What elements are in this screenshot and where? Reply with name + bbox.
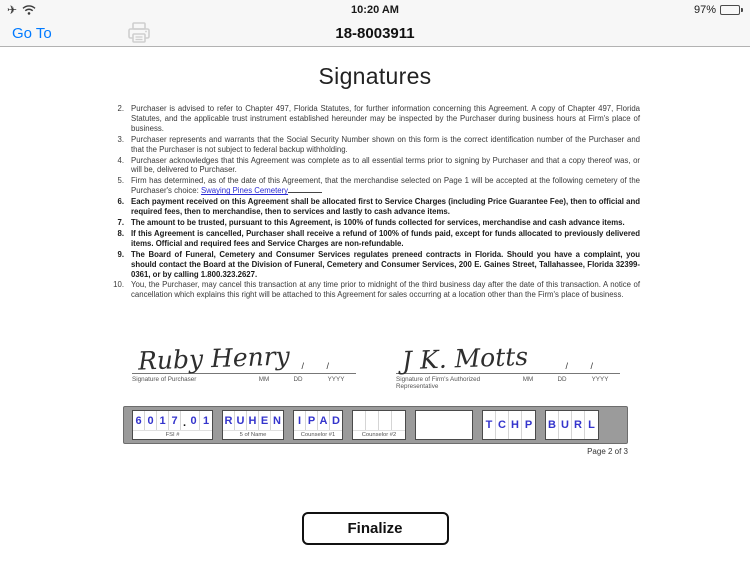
- date-separator: /: [565, 361, 568, 372]
- code-cell: D: [332, 414, 340, 427]
- blank-code-box: [415, 410, 473, 440]
- printer-icon[interactable]: [126, 21, 152, 45]
- decimal-point-cell: .: [182, 417, 187, 430]
- purchaser-signature-block: [132, 326, 356, 390]
- code-cell: E: [259, 411, 271, 430]
- airplane-mode-icon: ✈: [7, 3, 18, 17]
- date-label-mm: MM: [258, 376, 270, 384]
- agreement-item: [110, 218, 640, 228]
- code-cell: P: [524, 419, 533, 432]
- burl-code-box: [545, 410, 599, 440]
- date-label-yyyy: YYYY: [327, 376, 345, 384]
- agreement-item: [110, 104, 640, 134]
- empty-code-cell: [392, 411, 405, 430]
- contract-number-title: 18-8003911: [335, 24, 415, 42]
- code-cell: B: [546, 411, 559, 439]
- item-number: 10.: [113, 280, 124, 290]
- page-indicator: Page 2 of 3: [587, 447, 628, 457]
- item-text: The amount to be trusted, pursuant to this Agreement, is 100% of funds collected for services, merchandise and cash advance items.: [131, 217, 625, 227]
- document-page: [0, 47, 750, 545]
- item-text: If this Agreement is cancelled, Purchaser shall receive a refund of 100% of funds paid, except for funds allocated to previously delivered items. Official and required fees and Service Charges are non-refundable.: [131, 228, 640, 248]
- item-text: You, the Purchaser, may cancel this transaction at any time prior to midnight of the third business day after the date of this transaction. A notice of cancellation which explains this right will be attached to this Agreement for sales occurring at a location other than the Firm's place of business.: [131, 280, 640, 300]
- code-cell: 6: [133, 411, 145, 430]
- code-cell: N: [273, 414, 281, 427]
- code-cell: U: [235, 411, 247, 430]
- signatures-section: [132, 326, 750, 390]
- date-label-yyyy: YYYY: [591, 376, 609, 384]
- agreement-item: [110, 229, 640, 249]
- agreement-item: [110, 135, 640, 155]
- code-cell: R: [223, 411, 235, 430]
- firm-representative-signature-block: [396, 326, 620, 390]
- date-separator: /: [590, 361, 593, 372]
- empty-code-cell: [353, 411, 366, 430]
- code-cell: I: [294, 411, 306, 430]
- battery-percent: 97%: [693, 4, 716, 16]
- form-code-bar: [123, 406, 628, 444]
- item-number: 9.: [117, 249, 124, 259]
- date-separator: /: [301, 361, 304, 372]
- code-cell: 0: [145, 411, 157, 430]
- code-cell: C: [496, 411, 509, 439]
- code-cell: 1: [202, 414, 210, 427]
- item-number: 5.: [117, 176, 124, 186]
- signature-label: Signature of Firm's Authorized Representative: [396, 376, 481, 391]
- box-label: Counselor #1: [294, 430, 342, 439]
- date-separator: /: [326, 361, 329, 372]
- item-text: Purchaser acknowledges that this Agreement was complete as to all essential terms prior to signing by Purchaser and that a copy thereof was, or will be, delivered to Purchaser.: [131, 155, 640, 175]
- app-header: [0, 0, 750, 47]
- status-bar: [0, 0, 750, 20]
- wifi-icon: [22, 5, 36, 15]
- item-number: 7.: [117, 217, 124, 227]
- counselor1-box: [293, 410, 343, 440]
- agreement-item: [110, 197, 640, 217]
- firm-representative-signature: J K. Motts: [401, 342, 529, 376]
- fsi-number-box: [132, 410, 213, 440]
- code-cell: R: [572, 411, 585, 439]
- item-text: Purchaser represents and warrants that the Social Security Number shown on this form is the correct identification number of the Purchaser and that the Purchaser is not subject to federal backup withholding.: [131, 134, 640, 154]
- cemetery-link[interactable]: Swaying Pines Cemetery: [200, 186, 289, 196]
- agreement-item: [110, 176, 640, 196]
- box-label: FSI #: [133, 430, 212, 439]
- item-text-lead: Firm has determined, as of the date of this Agreement, that the merchandise selected on Page 1 will be accepted at the following cemetery of the Purchaser's choice:: [131, 176, 640, 196]
- code-cell: A: [318, 411, 330, 430]
- empty-code-cell: [366, 411, 379, 430]
- item-number: 6.: [117, 197, 124, 207]
- tchp-code-box: [482, 410, 536, 440]
- item-text: Each payment received on this Agreement shall be allocated first to Service Charges (including Price Guarantee Fee), then to official and required fees, then to merchandise, then to services and lastly to cash advance items.: [131, 197, 640, 217]
- code-cell: 0: [188, 411, 200, 430]
- item-text: [131, 176, 640, 196]
- code-cell: T: [483, 411, 496, 439]
- code-cell: 7: [169, 411, 181, 430]
- item-number: 2.: [117, 104, 124, 113]
- purchaser-signature: Ruby Henry: [137, 341, 291, 376]
- code-cell: H: [509, 411, 522, 439]
- date-label-dd: DD: [293, 376, 303, 384]
- box-label: 5 of Name: [223, 430, 283, 439]
- item-number: 4.: [117, 155, 124, 165]
- item-text: The Board of Funeral, Cemetery and Consumer Services regulates preneed contracts in Florida. Should you have a complaint, you should contact the Board at the Division of Funeral, Cemetery and Consumer Services, 200 E. Gaines Street, Tallahassee, Florida 32399-0361, or by calling 1.800.323.2627.: [131, 249, 640, 279]
- item-text: Purchaser is advised to refer to Chapter 497, Florida Statutes, for further information concerning this Agreement. A copy of Chapter 497, Florida Statutes, and the applicable trust instrument established hereunder may be inspected by the Purchaser during business hours at Firm's place of business.: [131, 104, 640, 133]
- agreement-item: [110, 250, 640, 280]
- counselor2-box: [352, 410, 406, 440]
- cemetery-link-underline: [288, 186, 322, 193]
- date-label-dd: DD: [557, 376, 567, 384]
- agreement-item: [110, 280, 640, 300]
- go-to-button[interactable]: Go To: [12, 24, 52, 42]
- code-cell: 1: [157, 411, 169, 430]
- date-label-mm: MM: [522, 376, 534, 384]
- clock-time: 10:20 AM: [351, 4, 399, 16]
- finalize-button[interactable]: Finalize: [302, 512, 449, 545]
- item-number: 8.: [117, 228, 124, 238]
- code-cell: U: [559, 411, 572, 439]
- toolbar: [0, 20, 750, 46]
- code-cell: H: [247, 411, 259, 430]
- name-code-box: [222, 410, 284, 440]
- battery-icon: [720, 5, 743, 15]
- code-cell: P: [306, 411, 318, 430]
- item-number: 3.: [117, 134, 124, 144]
- agreement-item: [110, 156, 640, 176]
- agreement-clause-list: [110, 104, 640, 300]
- box-label: Counselor #2: [353, 430, 405, 439]
- empty-code-cell: [379, 411, 392, 430]
- signature-label: Signature of Purchaser: [132, 376, 197, 384]
- page-title: Signatures: [318, 63, 432, 89]
- code-cell: L: [588, 419, 595, 432]
